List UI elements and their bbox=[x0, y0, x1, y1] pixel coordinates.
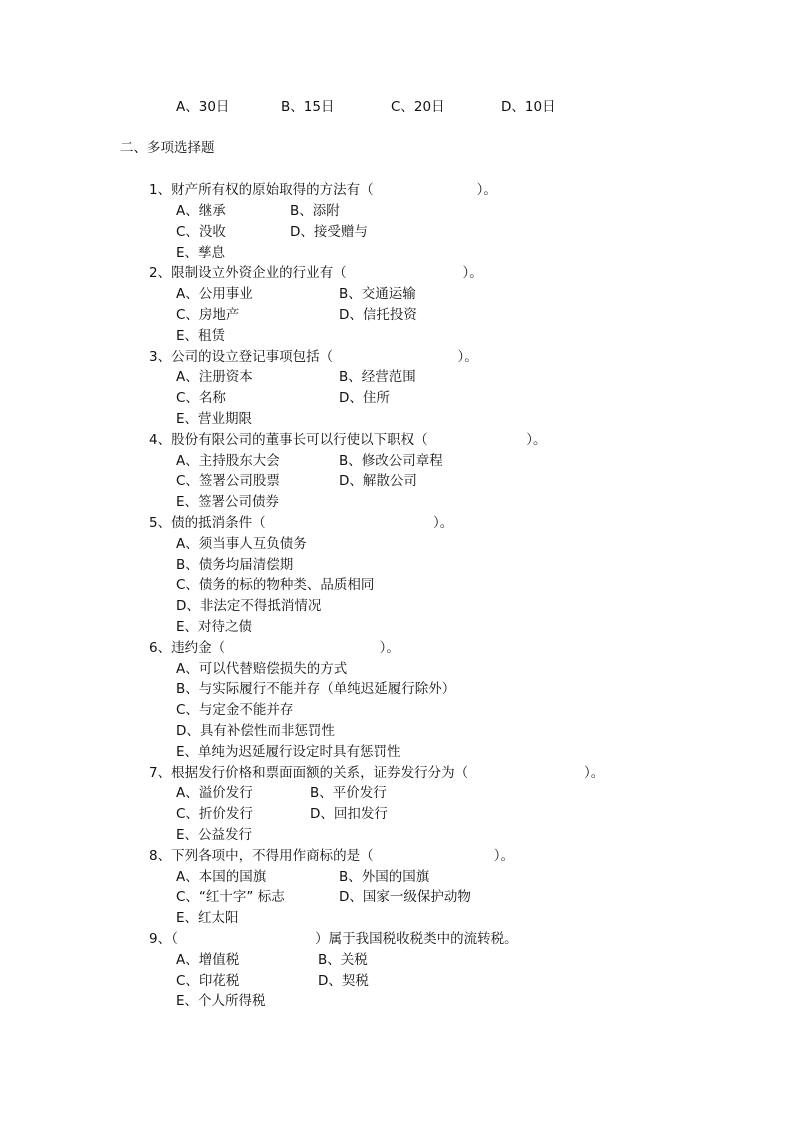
option-b: B、平价发行 bbox=[310, 785, 387, 801]
option-b: B、交通运输 bbox=[339, 286, 416, 302]
top-option-b: B、15日 bbox=[281, 99, 335, 115]
option-a: A、须当事人互负债务 bbox=[176, 536, 307, 552]
option-b: B、关税 bbox=[318, 952, 368, 968]
option-a: A、继承 bbox=[176, 203, 226, 219]
option-e: E、公益发行 bbox=[176, 827, 253, 843]
option-b: B、经营范围 bbox=[339, 369, 416, 385]
top-option-d: D、10日 bbox=[501, 99, 556, 115]
option-e: E、红太阳 bbox=[176, 910, 239, 926]
option-a: A、注册资本 bbox=[176, 369, 253, 385]
option-c: C、名称 bbox=[176, 390, 226, 406]
option-e: E、营业期限 bbox=[176, 411, 253, 427]
option-c: C、房地产 bbox=[176, 307, 240, 323]
option-d: D、回扣发行 bbox=[310, 806, 388, 822]
option-d: D、国家一级保护动物 bbox=[339, 889, 471, 905]
question-stem: 1、财产所有权的原始取得的方法有（ ）。 bbox=[149, 182, 497, 198]
top-option-a: A、30日 bbox=[176, 99, 230, 115]
option-b: B、修改公司章程 bbox=[339, 453, 443, 469]
option-d: D、具有补偿性而非惩罚性 bbox=[176, 723, 335, 739]
option-a: A、可以代替赔偿损失的方式 bbox=[176, 661, 348, 677]
option-a: A、主持股东大会 bbox=[176, 453, 280, 469]
question-stem: 9、（ ）属于我国税收税类中的流转税。 bbox=[149, 931, 518, 947]
option-a: A、公用事业 bbox=[176, 286, 253, 302]
question-stem: 8、下列各项中，不得用作商标的是（ ）。 bbox=[149, 848, 514, 864]
question-stem: 4、股份有限公司的董事长可以行使以下职权（ ）。 bbox=[149, 432, 547, 448]
option-d: D、解散公司 bbox=[339, 473, 417, 489]
option-c: C、债务的标的物种类、品质相同 bbox=[176, 577, 375, 593]
option-c: C、“红十字” 标志 bbox=[176, 889, 285, 905]
option-e: E、孳息 bbox=[176, 245, 226, 261]
option-c: C、与定金不能并存 bbox=[176, 702, 294, 718]
option-d: D、契税 bbox=[318, 973, 369, 989]
option-b: B、添附 bbox=[290, 203, 340, 219]
option-e: E、租赁 bbox=[176, 328, 226, 344]
option-e: E、单纯为迟延履行设定时具有惩罚性 bbox=[176, 744, 401, 760]
option-e: E、个人所得税 bbox=[176, 993, 266, 1009]
section-title: 二、多项选择题 bbox=[120, 140, 215, 156]
option-c: C、签署公司股票 bbox=[176, 473, 280, 489]
option-a: A、本国的国旗 bbox=[176, 869, 267, 885]
question-stem: 5、债的抵消条件（ ）。 bbox=[149, 515, 454, 531]
question-stem: 7、根据发行价格和票面面额的关系，证券发行分为（ ）。 bbox=[149, 765, 605, 781]
option-b: B、外国的国旗 bbox=[339, 869, 430, 885]
option-d: D、信托投资 bbox=[339, 307, 417, 323]
option-e: E、签署公司债券 bbox=[176, 494, 280, 510]
option-d: D、接受赠与 bbox=[290, 224, 368, 240]
option-c: C、印花税 bbox=[176, 973, 240, 989]
top-option-c: C、20日 bbox=[391, 99, 445, 115]
option-a: A、增值税 bbox=[176, 952, 240, 968]
question-stem: 6、违约金（ ）。 bbox=[149, 640, 400, 656]
option-b: B、与实际履行不能并存（单纯迟延履行除外） bbox=[176, 681, 456, 697]
option-b: B、债务均届清偿期 bbox=[176, 557, 294, 573]
option-e: E、对待之债 bbox=[176, 619, 253, 635]
option-c: C、折价发行 bbox=[176, 806, 253, 822]
option-a: A、溢价发行 bbox=[176, 785, 253, 801]
question-stem: 3、公司的设立登记事项包括（ ）。 bbox=[149, 349, 478, 365]
question-stem: 2、限制设立外资企业的行业有（ ）。 bbox=[149, 265, 483, 281]
option-d: D、住所 bbox=[339, 390, 390, 406]
option-c: C、没收 bbox=[176, 224, 226, 240]
option-d: D、非法定不得抵消情况 bbox=[176, 598, 322, 614]
